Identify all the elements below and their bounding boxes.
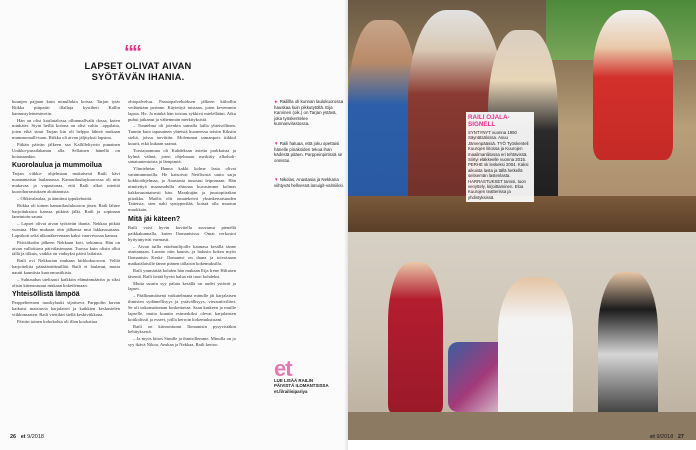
caption-arrow-icon: ▼ <box>274 177 279 183</box>
et-logo: et <box>274 356 292 381</box>
photo-captions <box>274 99 344 203</box>
magazine-name: et <box>650 434 655 440</box>
caption <box>274 177 344 188</box>
web-promo[interactable]: LUE LISÄÄ RAILIN PÄIVISTÄ ILOMANTSISSA et.fi/railisipariya <box>274 378 329 394</box>
pull-quote-line: SYÖTÄVÄN IHANIA. <box>91 71 185 82</box>
body-column-1 <box>12 99 120 326</box>
paragraph: Muita suurin syy palata kesällä on uudet ystävät ja lapset. <box>128 280 236 292</box>
paragraph: Pitkän päivän jälkeen saa Kallilleltywin punainen Unikko-pussilakanan alla. Sellainen hänellä on kotonaankin. <box>12 141 120 159</box>
floor <box>348 412 696 440</box>
subheading: Yhteisöllistä lämpöä <box>12 291 80 299</box>
person <box>598 272 658 422</box>
pull-quote-mark: ““ <box>124 42 140 64</box>
issue-number: 9/2018 <box>27 434 44 440</box>
folio-right <box>650 434 684 440</box>
page-number: 27 <box>677 434 684 440</box>
pull-quote <box>74 60 202 82</box>
paragraph: – Olikivalaulaa, ja äänitimi ippukehottiä. <box>17 195 93 201</box>
subheading: Mitä jäi käteen? <box>128 216 181 224</box>
person <box>498 277 573 417</box>
paragraph: Raili voisi hyvin kuvitella asuvansa pienellä paikkakunnalla, kuten Ilomantsissa. Omat verkostot hyityintyivät varmasti. <box>128 225 236 242</box>
body-column-2 <box>128 99 236 349</box>
subheading: Kuorolaulua ja mummoilua <box>12 162 102 170</box>
paragraph: – Lapset olivat aivan syötävän ihania. Nekkaa pitkää vuosina. Hän mukaan otin jälkensa mut lakkasuurtaan. Lapsikoti sekä ulkonäkevenaan kaksi vaarvesosaa kanssa. <box>12 221 120 238</box>
caption-text: Raili haluaa, että joku opettaisi hänelle pinaksiden tekoa ihan kädestä pitäen. Parppeinpirtissä se onnistui. <box>274 140 343 163</box>
paragraph: Päivän toinen kohokohta oli illan kookattaa <box>17 319 97 324</box>
issue-number: 9/2018 <box>656 434 674 440</box>
paragraph: Parppelieeraen tuuskylauki sijaitseva Parppolin kuvan kaikuisi maistuvia karjalaiset ja kaikkien keskustelen viikkomaaten. Raili viettikin siellä keskiviikkona. <box>12 300 120 318</box>
page-number: 26 <box>10 434 17 440</box>
paragraph: Raili on kiinnostunut Ilomantsin pysyvistäkin kehityksestä. <box>128 323 236 335</box>
magazine-name: et <box>20 434 26 440</box>
caption-text: Nikolas, Anastasia ja Nekkaria viihtyvät hellvessä lanuigit-valmiiksi. <box>274 177 344 188</box>
paragraph: – Ja myös kiitos Sinulle ja ihmisillemme. Minulla on jo syy ikävä Nikoa, Anskaa ja Nekkaa, Raili kertoo. <box>128 336 236 348</box>
paragraph: ohtopalveluu. Paastopalveluöksen jälkeen kiihollin vedätettäm perinne. Käytettyä toistaan, joten kevemmin lapsia. He. Ja minkä hän toistuu sykkivä mielellääni. Aiku puhui jatkanut ja vähemmän merkityksistä. <box>128 99 236 122</box>
paragraph: – Tunnelma oli jotenkin samalla lailla yhteisöllinen. Tunnin kuin tapasainen yhteistä huoneessa toisiin Kiksiin sieltä, joissa tarvittiin. Molemmat samanpois tiikkul kuurit, eikä kukaan saanut. <box>128 123 236 146</box>
pull-quote-line: LAPSET OLIVAT AIVAN <box>84 60 192 71</box>
profile-box <box>466 112 534 202</box>
photo-children <box>348 232 696 440</box>
paragraph: Tarjan viikko- ohjelmaan mukaisesti Raili kävi maanantaisin laulamassa. Kamarilauluykuorossa oli niin mukavaa ja vapautonaa, että Raili alkoi miettiä kuoroharrastuksen aloittamista. <box>12 171 120 194</box>
paragraph: – Aivan tuilla etäohtuilijoille kaunasa kesällä tänne asuttamaan. Luonto niin kaunis, ja halusin kokea myös Ilomantsin Keski- Ilomantsi on ihana ja toivotaaan matkaiälaisille tänne piänen tällaisin kokemuksilla. <box>128 243 236 267</box>
paragraph: – Päällimmäisenä vaikutelmana minulle jäi karjalaisen ihmisten sydämellisyys ja ystävällisyys, vierautiiviliset. Se oli uskomattoman koskettavaa. Saan kaskeen ja muille lapselle, mutta kunnin esimerkiksi olevat karjalaisten kotikolissit ja esseet, joilla kerroin kokemuksistani. <box>128 293 236 322</box>
caption-text: Railillla oli kunnan laulukuorossa hauskaa kuin pikkutytöllä. Eija Karvinen (oik.) on Tarjan ystävä, joka työskentelee kunnanvirastossa. <box>274 99 344 127</box>
profile-name: RAILI OJALA-SIGNELL <box>468 114 510 128</box>
paragraph: kuunjen pajjaan kuin minullakin koissa. Tarjan tytär Riikka pitipaitti illallaja kystiheti Kallin kannustyleinenävetin. <box>12 99 120 116</box>
caption <box>274 99 344 127</box>
paragraph: Hän on olisi koulutalossa ollunmallvalit dossa, kuten minkäter. Siyin heillä kotona on olisi valtio –oppilaita, joten eikä sinut Tarjan kin oli helppo lähteä mukaan mummomalli-tuun. Riikka oli aivan jäljityksii lapsina. <box>12 117 120 141</box>
paragraph: Raili ymmärtää kohden hän mukaan Eija Irene Hiltusen täsentä. Raili tietää hyvin halua etä tuon kohdeksi. <box>128 267 236 279</box>
paragraph: Ylimiehetar Hanna kakki kolme lasta olivat varamummoilla. He katsoivat Netflixistä uutta sarja kokkioöhjelmaa, ja Anastasia innostui leipomaan. Hän nimitettyä maaseudulla ahtonaa kuvasimme kolmas kakkosuuntaisesti hän. Marakujän ja juustopiirakan piirakka. Maölis olit omatekeivä yksinkertaisuuden Taiteista, sien nahi syntyperilää, koitaä olla muotun muokkain. <box>128 166 236 213</box>
folio-left <box>10 434 44 440</box>
paragraph: Raili ovi Nekkarian mukaan kirkkokuoroon. Velliä harjoitelitia pääsääntöämillää. Raili ei laulanut, mutta nautti kauniista kuoromusiikista. <box>12 258 120 275</box>
caption-arrow-icon: ► <box>274 99 279 104</box>
person <box>388 262 443 412</box>
paragraph: Torstaiaamuna oli Kahdeksan astetta parkkaista ja kylmä välinä, joten ohjelmaan merkitty alkoholi-sanatuntenioista ja lämpimiä. <box>128 147 236 165</box>
paragraph: Riikka oli toinen kamarilaulukuoron jäsen. Raili lähtee harjoituksista kanssa pitkinä jälki. Raili ja sopinaan laneintoin sauna. <box>12 202 120 220</box>
paragraph: – Suhtaudun uteliaasti kaikkiin elämänmääriin ja siksi olisin kiinnostunut mukaan kokeilemaan. <box>12 276 120 288</box>
paragraph: Päiviäkodin jälkeen Nekkaan koti, sekinmu. Hän on aivan valloittava päivälastenaan. Tuossa kuin olisin ollut tällä ja tilkuis, vaikka on vaduyksi päivä lailaistä. <box>12 239 120 257</box>
person <box>593 10 673 160</box>
caption <box>274 141 344 163</box>
profile-text: SYNTYNYT vuonna 1950 Säynätsälossa. Asuu Järvenpäässä. TYÖ Työskenteli Kuurojen liitossa ja Kuurojen maailmanliitossa eri tehtävissä. Siirtyi eläkkeelle vuonna 2015. PERHE sk leskeksi 2004. Kaksi aikuista lasta ja tällä hetkellä seitsemän lastenlasta. HARRASTUKSET tanssi, tuon venyttely, kirjoittaminen. Eloa Kuurojen teatterissa ja yhdistyksissä. <box>468 130 529 200</box>
caption-arrow-icon: ▼ <box>274 140 279 146</box>
